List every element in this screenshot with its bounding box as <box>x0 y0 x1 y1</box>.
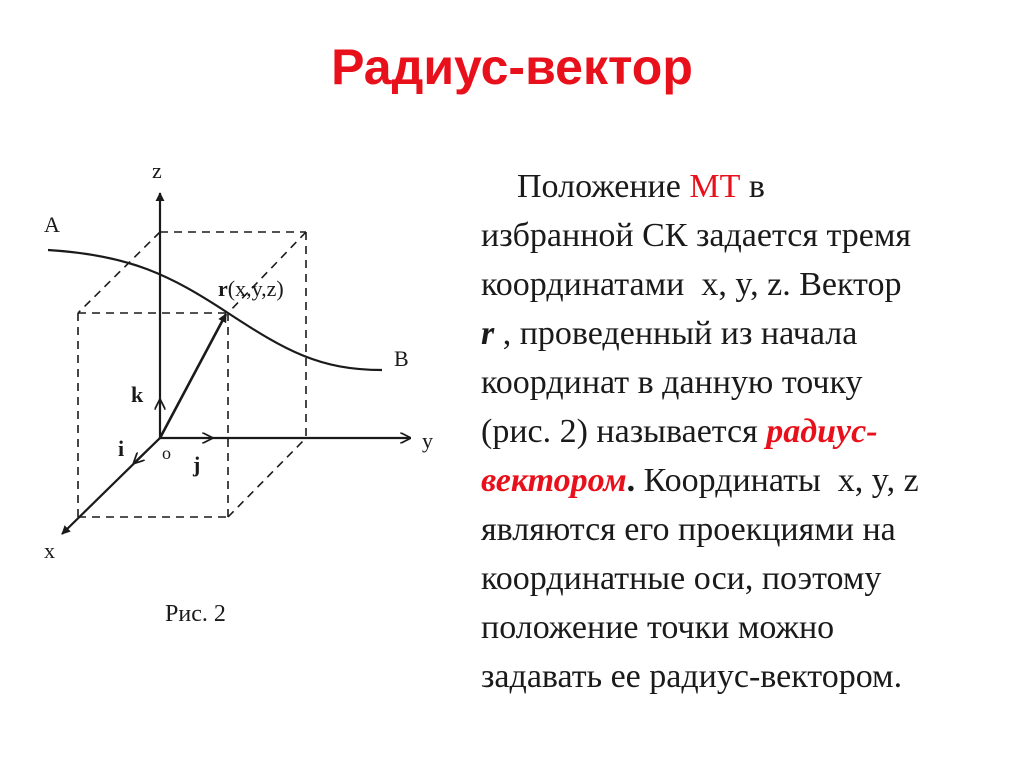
unit-vector-i-label: i <box>118 436 125 461</box>
axis-y-label: y <box>422 428 433 453</box>
text-line-10: положение точки можно <box>481 609 835 646</box>
text-line-4-rest: , проведенный из начала <box>494 315 858 352</box>
text-line-5: координат в данную точку <box>481 364 863 401</box>
text-line-1 <box>481 162 1001 211</box>
text-line-6-a: (рис. 2) называется <box>481 413 767 450</box>
text-line-8: являются его проекциями на <box>481 511 896 548</box>
projection-box <box>78 232 306 517</box>
text-line-6 <box>481 407 1001 456</box>
axis-x-label: x <box>44 538 55 563</box>
origin-label: o <box>162 443 171 463</box>
body-text <box>481 162 1001 701</box>
term-period: . <box>626 462 636 499</box>
point-a-label: A <box>44 212 60 237</box>
text-line-2: избранной СК задается тремя <box>481 217 911 254</box>
point-coords-text: (x,y,z) <box>227 276 284 301</box>
vector-r-symbol: r <box>481 315 495 352</box>
text-line-1-b: в <box>740 168 765 205</box>
figure-caption: Рис. 2 <box>165 601 226 627</box>
text-line-1-a: Положение <box>517 168 690 205</box>
radius-vector-figure <box>0 0 470 767</box>
axis-z-label: z <box>152 158 162 183</box>
text-line-9: координатные оси, поэтому <box>481 560 882 597</box>
radius-vector-term-end: вектором <box>481 462 627 499</box>
text-line-7-rest: Координаты x, y, z <box>635 462 919 499</box>
radius-vector-line <box>160 314 226 438</box>
radius-vector-label <box>218 276 284 301</box>
trajectory-curve <box>48 250 382 370</box>
unit-vector-k-label: k <box>131 382 144 407</box>
point-b-label: B <box>394 346 409 371</box>
vec-r-symbol: r <box>218 276 228 301</box>
text-line-4 <box>481 309 1001 358</box>
unit-vector-j-label: j <box>193 452 201 477</box>
text-line-7 <box>481 456 1001 505</box>
slide-title: Радиус-вектор <box>331 39 693 95</box>
unit-vector-i-line <box>134 438 160 463</box>
radius-vector-term-start: радиус- <box>766 413 878 450</box>
text-line-11: задавать ее радиус-вектором. <box>481 658 903 695</box>
text-line-3: координатами x, y, z. Вектор <box>481 266 902 303</box>
mt-term: МТ <box>689 168 741 205</box>
